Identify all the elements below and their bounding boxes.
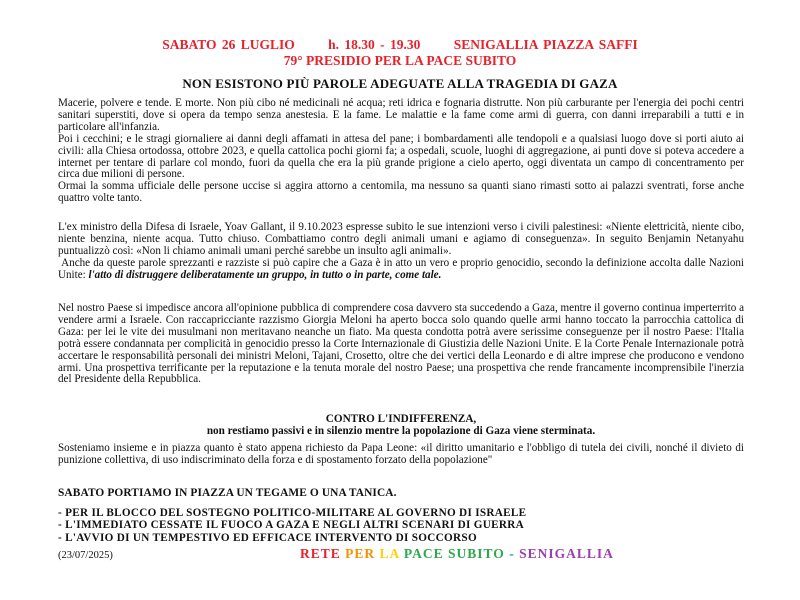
signature-word: PER: [345, 546, 376, 561]
paragraph: L'ex ministro della Difesa di Israele, Yoav Gallant, il 9.10.2023 espresse subito le sue intenzioni verso i civili palestinesi: «Niente elettricità, niente cibo, niente benzina, niente acqua. Tutto chiuso. Combattiamo contro degli animali umani e agiamo di conseguenza». In seguito Benjamin Netanyahu puntualizzò così: «Non li chiamo animali umani perché sarebbe un insulto agli animali».: [58, 221, 744, 257]
section-gaza-situation: [58, 98, 744, 205]
appeal-block: [58, 413, 744, 437]
demand-item: - L'IMMEDIATO CESSATE IL FUOCO A GAZA E NEGLI ALTRI SCENARI DI GUERRA: [58, 519, 525, 532]
signature-word: -: [509, 546, 515, 561]
paragraph: Sosteniamo insieme e in piazza quanto è stato appena richiesto da Papa Leone: «il diritto umanitario e l'obbligo di tutela dei civili, nonché il divieto di punizione collettiva, di uso indiscriminato della forza e di spostamento forzato della popolazione": [58, 442, 744, 466]
paragraph: Macerie, polvere e tende. E morte. Non più cibo né medicinali né acqua; reti idrica e fognaria distrutte. Non più carburante per l'energia dei pochi centri sanitari superstiti, dove si opera da tempo senza anestesia. E la fame. Le malattie e la fame come armi di guerra, con danni irreparabili a tutti e in particolare all'infanzia.: [58, 97, 744, 133]
appeal-heading: CONTRO L'INDIFFERENZA,: [325, 413, 477, 425]
demand-item: - PER IL BLOCCO DEL SOSTEGNO POLITICO-MILITARE AL GOVERNO DI ISRAELE: [58, 507, 527, 519]
paragraph: Ormai la somma ufficiale delle persone uccise si aggira attorno a centomila, ma nessuno sa quanti siano rimasti sotto ai palazzi sventrati, forse anche quattro volte tanto.: [58, 180, 744, 205]
event-header-line: [0, 37, 800, 53]
signature-word: LA: [379, 546, 400, 561]
event-time: h. 18.30 - 19.30: [328, 37, 421, 52]
publication-date: (23/07/2025): [58, 550, 113, 561]
section-pope-request: [58, 443, 744, 467]
page-title: NON ESISTONO PIÙ PAROLE ADEGUATE ALLA TRAGEDIA DI GAZA: [182, 76, 618, 91]
signature-word: SUBITO: [448, 546, 505, 561]
signature: [300, 546, 614, 562]
signature-word: RETE: [300, 546, 341, 561]
demands-list: [58, 507, 526, 544]
genocide-definition-quote: l'atto di distruggere deliberatamente un gruppo, in tutto o in parte, come tale.: [88, 268, 442, 281]
signature-word: PACE: [403, 546, 444, 561]
signature-word: SENIGALLIA: [519, 546, 614, 561]
section-italy-responsibility: [58, 303, 744, 386]
appeal-subheading: non restiamo passivi e in silenzio mentre la popolazione di Gaza viene sterminata.: [206, 425, 596, 437]
call-to-action: SABATO PORTIAMO IN PIAZZA UN TEGAME O UNA TANICA.: [58, 487, 397, 499]
paragraph: [58, 258, 744, 282]
event-date: SABATO 26 LUGLIO: [162, 37, 295, 52]
paragraph: Poi i cecchini; e le stragi giornaliere ai danni degli affamati in attesa del pane; i bombardamenti alle tendopoli e a qualsiasi luogo dove si porti aiuto ai civili: alla Chiesa ortodossa, ottobre 2023, e quella cattolica pochi giorni fa; a ospedali, scuole, luoghi di aggregazione, ai punti dove si poteva accedere a internet per tentare di parlare col mondo, fuori da quella che era la più grande prigione a cielo aperto, oggi diventata un campo di concentramento per circa due milioni di persone.: [58, 132, 744, 181]
demand-item: - L'AVVIO DI UN TEMPESTIVO ED EFFICACE INTERVENTO DI SOCCORSO: [58, 531, 477, 544]
section-israeli-statements: [58, 222, 744, 282]
event-name: 79° PRESIDIO PER LA PACE SUBITO: [283, 53, 517, 68]
event-place: SENIGALLIA PIAZZA SAFFI: [453, 37, 638, 52]
paragraph: Nel nostro Paese si impedisce ancora all'opinione pubblica di comprendere cosa davvero sta succedendo a Gaza, mentre il governo continua imperterrito a vendere armi a Israele. Con raccapricciante razzismo Giorgia Meloni ha aperto bocca solo quando quelle armi hanno toccato la parrocchia cattolica di Gaza: per lei le vite dei musulmani non meritavano neanche un fiato. Ma questa condotta potrà avere serissime conseguenze per il nostro Paese: l'Italia potrà essere condannata per complicità in genocidio presso la Corte Internazionale di Giustizia delle Nazioni Unite. E la Corte Penale Internazionale potrà accertare le responsabilità personali dei ministri Meloni, Tajani, Crosetto, oltre che dei vertici della Leonardo e di altre imprese che producono e vendono armi. Una prospettiva terrificante per la reputazione e la tenuta morale del nostro Paese; una prospettiva che rende francamente incomprensibile l'inerzia del Presidente della Repubblica.: [58, 302, 744, 386]
paragraph-text: Anche da queste parole sprezzanti e razziste si può capire che a Gaza è in atto un vero e proprio genocidio, secondo la definizione accolta dalle Nazioni Unite:: [58, 256, 744, 281]
